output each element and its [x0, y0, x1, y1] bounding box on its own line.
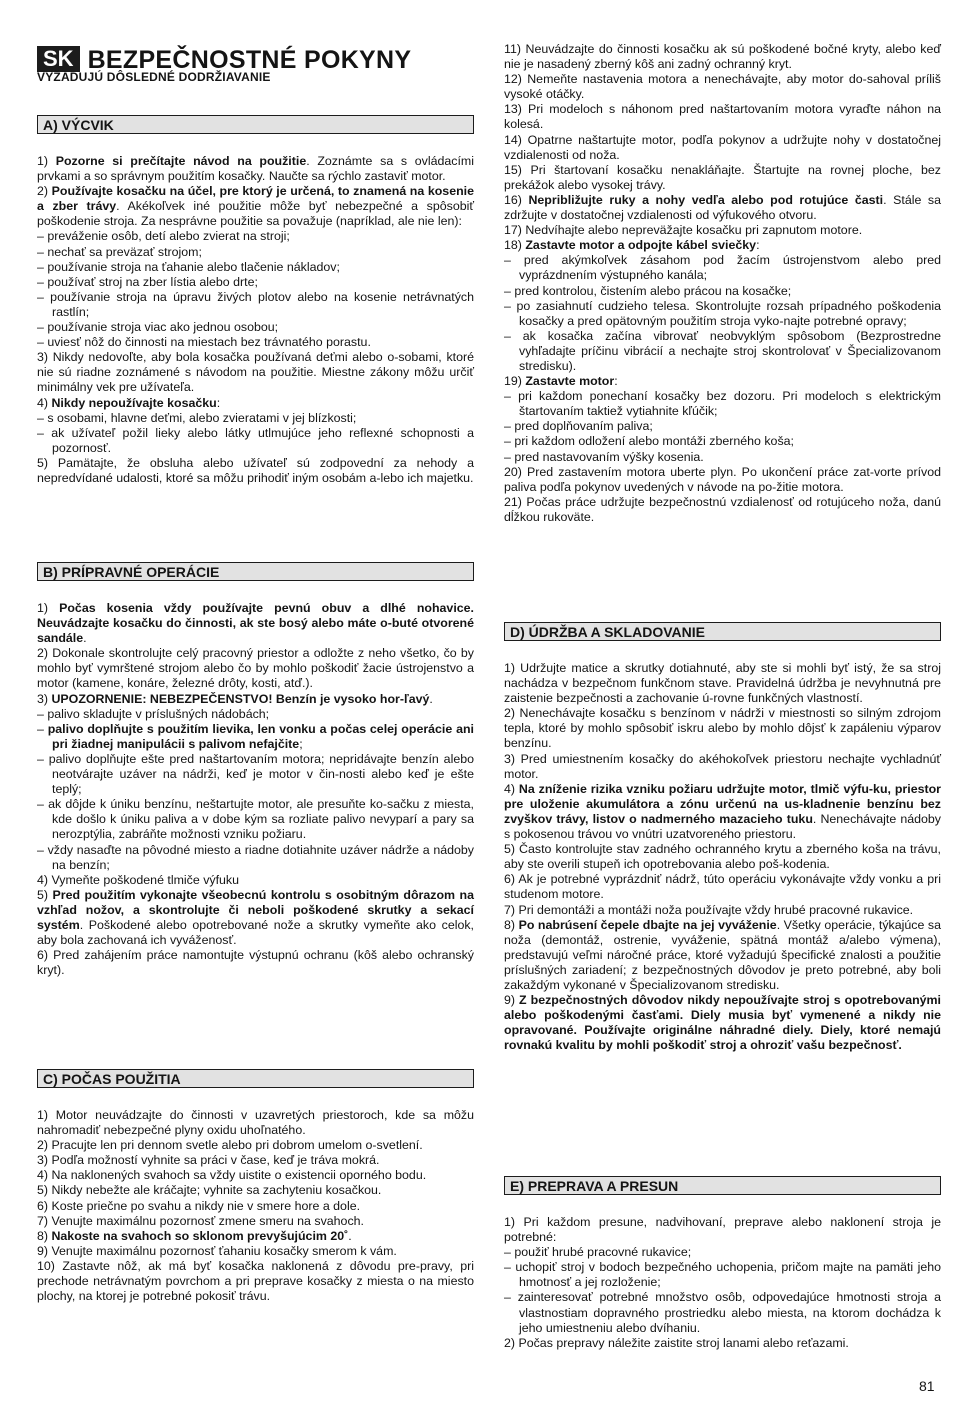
bullet-item: – palivo skladujte v príslušných nádobách; [37, 706, 270, 721]
paragraph: 6) Pred zahájením práce namontujte výstupnú ochranu (kôš alebo ochranský kryt). [37, 948, 474, 978]
text-span: . Akékoľvek iné použitie môže byť nebezpečné a spôsobiť poškodenie stroja. Za nesprávne použitie sa považuje (napríklad, ale nie len): [37, 199, 475, 229]
paragraph [504, 374, 941, 389]
paragraph [504, 782, 941, 842]
bullet-item: – pri každom ponechaní kosačky bez dozoru. Pri modeloch s elektrickým štartovaním taktiež vytiahnite kľúčik; [504, 389, 941, 419]
text-span: . Všetky operácie, týkajúce sa noža (demontáž, ostrenie, vyváženie, spätná montáž a/alebo výmena), predstavujú veľmi náročné práce, ktoré vyžadujú špecifické znalosti a použitie príslušných zariadení; z bezpečnostných dôvodov je preto potrebné, aby boli zakaždým vykonané v Špecializovanom stredisku. [504, 917, 941, 992]
text-span: 9) [504, 993, 520, 1008]
text-span: 1) [37, 154, 56, 168]
paragraph: 2) Dokonale skontrolujte celý pracovný priestor a odložte z neho všetko, čo by mohlo byť vymrštené strojom alebo čo by mohlo poškodiť žacie ústrojenstvo a motor (kamene, konáre, železné drôty, kosti, atď.). [37, 646, 474, 691]
paragraph: 21) Počas práce udržujte bezpečnostnú vzdialenosť od rotujúceho noža, danú dĺžkou rukoväte. [504, 494, 941, 524]
paragraph: 5) Nikdy nebežte ale kráčajte; vyhnite sa zachyteniu kosačkou. [37, 1183, 382, 1198]
bold-text: Na zníženie rizika vzniku požiaru udržujte motor, tlmič výfu-ku, priestor pre uloženie akumulátora a zónu určenú na us-kladnenie benzínu bez zvyškov trávy, listov o nadmerného mazacieho tuku [504, 781, 941, 826]
page-header [37, 46, 474, 84]
bullet-item: – pred akýmkoľvek zásahom pod žacím ústrojenstvom alebo pred vyprázdnením výstupného kanála; [504, 253, 941, 283]
paragraph [504, 993, 941, 1053]
section-a [37, 115, 474, 486]
bullet-item: – používať stroj na zber lístia alebo drte; [37, 274, 258, 289]
paragraph [37, 154, 474, 184]
text-span: 8) [504, 917, 519, 932]
paragraph: 2) Počas prepravy náležite zaistite stroj lanami alebo reťazami. [504, 1335, 849, 1350]
bold-text: Zastavte motor a odpojte kábel sviečky [525, 238, 757, 253]
text-span: 8) [37, 1228, 52, 1243]
bold-text: Počas kosenia vždy používajte pevnú obuv a dlhé nohavice. Neuvádzajte kosačku do činnosti, ak ste bosý alebo máte o-buté otvorené sandále [37, 601, 474, 646]
paragraph [504, 918, 941, 993]
bullet-item: – ak užívateľ požil lieky alebo látky utlmujúce jeho reflexné schopnosti a pozornosť. [37, 425, 474, 455]
bullet-item: – ak kosačka začína vibrovať neobvyklým spôsobom (Bezprostredne vyhľadajte príčinu vibrácií a nechajte stroj skontrolovať v Špecializovanom stredisku). [504, 328, 941, 373]
section-heading: E) PREPRAVA A PRESUN [504, 1176, 941, 1195]
section-c [37, 1069, 474, 1304]
section-body [504, 1215, 941, 1351]
section-e [504, 1176, 941, 1351]
section-heading: A) VÝCVIK [37, 115, 474, 134]
text-span: 1) [37, 601, 60, 615]
paragraph: 20) Pred zastavením motora uberte plyn. Po ukončení práce zat-vorte prívod paliva podľa pokynov uvedených v návode na po-žitie motora. [504, 464, 941, 494]
bullet-item: – preváženie osôb, detí alebo zvierat na stroji; [37, 229, 290, 244]
text-span: 18) [504, 238, 526, 253]
text-span: . [348, 1228, 352, 1243]
bullet-item: – pred nastavovaním výšky kosenia. [504, 449, 704, 464]
paragraph: 15) Pri štartovaní kosačku nenakláňajte. Štartujte na rovnej ploche, bez prekážok alebo vysokej trávy. [504, 162, 941, 192]
bullet-item: – vždy nasaďte na pôvodné miesto a riadne dotiahnite uzáver nádrže a nádoby na benzín; [37, 842, 474, 872]
text-span: – [37, 721, 48, 736]
bullet-item: – nechať sa preväzať strojom; [37, 244, 202, 259]
text-span: 16) [504, 192, 529, 207]
paragraph: 6) Koste priečne po svahu a nikdy nie v smere hore a dole. [37, 1198, 361, 1213]
paragraph: 12) Nemeňte nastavenia motora a nenechávajte, aby motor do-sahoval príliš vysoké otáčky. [504, 72, 941, 102]
language-badge: SK [37, 46, 80, 72]
bold-text: palivo doplňujte s použitím lievika, len vonku a počas celej operácie ani pri žiadnej manipulácii s palivom nefajčite [47, 721, 474, 751]
bold-text: Nepribližujte ruky a nohy vedľa alebo pod rotujúce časti [528, 192, 884, 207]
bullet-item: – po zasiahnutí cudzieho telesa. Skontrolujte rozsah prípadného poškodenia kosačky a pred opätovným použitím stroja vyko-najte potrebné opravy; [504, 298, 941, 328]
paragraph: 7) Pri demontáži a montáži noža používajte vždy hrubé pracovné rukavice. [504, 902, 914, 917]
text-span: . Poškodené alebo opotrebované nože a skrutky vymeňte ako celok, aby bola zachovaná ich vyváženosť. [37, 917, 474, 948]
bullet-item: – používanie stroja viac ako jednou osobou; [37, 320, 279, 335]
bullet-item: – ak dôjde k úniku benzínu, neštartujte motor, ale presuňte ko-sačku z miesta, kde došlo k úniku paliva a v dobe kým sa rozliate palivo nevyparí a pary sa nerozptýlia, zabráňte možnosti vzniku požiaru. [37, 797, 474, 842]
section-heading: B) PRÍPRAVNÉ OPERÁCIE [37, 562, 474, 581]
paragraph [37, 1229, 474, 1244]
text-span: . [429, 691, 433, 706]
bullet-item: – použiť hrubé pracovné rukavice; [504, 1245, 692, 1260]
bold-text: Používajte kosačku na účel, pre ktorý je určená, to znamená na kosenie a zber trávy [37, 184, 474, 214]
bullet-item: – používanie stroja na úpravu živých plotov alebo na kosenie netrávnatých rastlín; [37, 289, 474, 319]
page-number: 81 [919, 1378, 935, 1394]
bullet-item: – používanie stroja na ťahanie alebo tlačenie nákladov; [37, 259, 340, 274]
paragraph: 13) Pri modeloch s náhonom pred naštartovaním motora vyraďte náhon na kolesá. [504, 102, 941, 132]
bullet-item: – uchopiť stroj v bodoch bezpečného uchopenia, pričom majte na pamäti jeho hmotnosť a jej rozloženie; [504, 1260, 941, 1290]
page-title: BEZPEČNOSTNÉ POKYNY [87, 46, 412, 74]
text-span: . Stále sa zdržujte v dostatočnej vzdialenosti od výfukového otvoru. [504, 192, 942, 223]
paragraph: 1) Pri každom presune, nadvihovaní, preprave alebo naklonení stroja je potrebné: [504, 1215, 941, 1245]
paragraph: 7) Venujte maximálnu pozornosť zmene smeru na svahoch. [37, 1213, 364, 1228]
section-body [37, 601, 474, 978]
paragraph: 3) Podľa možností vyhnite sa práci v čase, keď je tráva mokrá. [37, 1153, 380, 1168]
bold-text: Po nabrúsení čepele dbajte na jej vyváženie [518, 917, 777, 932]
paragraph: 5) Pamätajte, že obsluha alebo užívateľ sú zodpovední za nehody a nepredvídané udalosti, ktoré sa môžu prihodiť iným osobám a-lebo ich majetku. [37, 455, 474, 485]
paragraph [37, 692, 474, 707]
paragraph: 6) Ak je potrebné vyprázdniť nádrž, túto operáciu vykonávajte vždy vonku a pri studenom motore. [504, 872, 941, 902]
paragraph: 10) Zastavte nôž, ak má byť kosačka naklonená z dôvodu pre-pravy, pri prechode netrávnatým povrchom a pri preprave kosačky z miesta o na miesto plochy, na ktorej je potrebné pokosiť trávu. [37, 1258, 474, 1304]
bold-text: Zastavte motor [525, 374, 615, 389]
text-span: : [756, 238, 760, 253]
text-span: 4) [37, 395, 52, 410]
text-span: 5) [37, 887, 53, 902]
bullet-item: – pri každom odložení alebo montáži zberného koša; [504, 434, 794, 449]
section-heading: D) ÚDRŽBA A SKLADOVANIE [504, 622, 941, 641]
paragraph: 9) Venujte maximálnu pozornosť ťahaniu kosačky smerom k vám. [37, 1243, 397, 1258]
paragraph: 4) Na naklonených svahoch sa vždy uistite o existencii oporného bodu. [37, 1168, 427, 1183]
paragraph [37, 396, 474, 411]
text-span: . Zoznámte sa s ovládacími prvkami a so správnym použitím kosačky. Naučte sa rýchlo zastaviť motor. [37, 154, 475, 184]
bold-text: Nikdy nepoužívajte kosačku [51, 395, 217, 410]
paragraph: 1) Udržujte matice a skrutky dotiahnuté, aby ste si mohli byť istý, že sa stroj nachádza v bezpečnom funkčnom stave. Pravidelná údržba je nevyhnutná pre zaistenie bezpečnosti a zachovanie ú-rovne funkčných vlastností. [504, 661, 941, 706]
paragraph [37, 601, 474, 646]
paragraph: 4) Vymeňte poškodené tlmiče výfuku [37, 872, 240, 887]
bold-text: UPOZORNENIE: NEBEZPEČENSTVO! Benzín je vysoko hor-ľavý [51, 691, 430, 706]
bold-text: Nakoste na svahoch so sklonom prevyšujúcim 20˚ [51, 1228, 349, 1243]
bullet-item: – pred doplňovaním paliva; [504, 419, 653, 434]
text-span: 19) [504, 374, 526, 389]
page-subtitle: VYŽADUJÚ DÔSLEDNÉ DODRŽIAVANIE [37, 70, 271, 84]
section-body [37, 154, 474, 486]
paragraph: 2) Nenechávajte kosačku s benzínom v nádrži v miestnosti so silným zdrojom tepla, ktoré by mohlo spôsobiť iskru alebo by mohlo dôjsť k zapáleniu výparov benzínu. [504, 706, 941, 751]
paragraph [504, 238, 941, 253]
text-span: 3) [37, 691, 52, 706]
paragraph: 17) Nedvíhajte alebo nepreväžajte kosačku pri zapnutom motore. [504, 223, 863, 238]
bullet-item: – s osobami, hlavne deťmi, alebo zvieratami v jej blízkosti; [37, 410, 357, 425]
paragraph [37, 888, 474, 948]
bullet-item: – uviesť nôž do činnosti na miestach bez trávnatého porastu. [37, 335, 371, 350]
text-span: 4) [504, 781, 519, 796]
section-c-continued [504, 42, 941, 525]
bullet-item: – palivo doplňujte ešte pred naštartovaním motora; nepridávajte benzín alebo neotvárajte uzáver na nádrži, keď je motor v čin-nosti alebo keď je ešte teplý; [37, 751, 474, 797]
text-span: . [83, 631, 87, 646]
text-span: ; [299, 736, 303, 751]
section-body [504, 42, 941, 525]
paragraph: 11) Neuvádzajte do činnosti kosačku ak sú poškodené bočné kryty, alebo keď nie je nasadený zberný kôš ani zadný ochranný kryt. [504, 42, 941, 72]
paragraph: 1) Motor neuvádzajte do činnosti v uzavretých priestoroch, kde sa môžu nahromadiť nebezpečné plyny oxidu uhoľnatého. [37, 1108, 474, 1138]
text-span: 2) [37, 184, 52, 199]
section-d [504, 622, 941, 1053]
text-span: : [216, 395, 221, 410]
paragraph [504, 193, 941, 223]
bullet-item [37, 722, 474, 752]
section-heading: C) POČAS POUŽITIA [37, 1069, 474, 1088]
paragraph: 3) Nikdy nedovoľte, aby bola kosačka používaná deťmi alebo o-sobami, ktoré nie sú riadne zoznámené s návodom na použitie. Miestne zákony môžu určiť minimálny vek pre užívateľa. [37, 350, 474, 395]
bullet-item: – pred kontrolou, čistením alebo prácou na kosačke; [504, 283, 792, 298]
paragraph [37, 184, 474, 229]
text-span: . Nenechávajte nádoby s pokosenou trávou vo vnútri uzatvoreného priestoru. [504, 811, 941, 842]
paragraph: 3) Pred umiestnením kosačky do akéhokoľvek priestoru nechajte vychladnúť motor. [504, 751, 941, 781]
bold-text: Pozorne si prečítajte návod na použitie [55, 154, 307, 168]
paragraph: 14) Opatrne naštartujte motor, podľa pokynov a udržujte nohy v dostatočnej vzdialenosti od noža. [504, 132, 941, 162]
bullet-item: – zainteresovať potrebné množstvo osôb, odpovedajúce hmotnosti stroja a vlastnostiam dopravného prostriedku alebo miesta, na ktorom dochádza k jeho umiestneniu alebo dvíhaniu. [504, 1290, 941, 1335]
section-body [37, 1108, 474, 1304]
section-body [504, 661, 941, 1053]
section-b [37, 562, 474, 978]
paragraph: 2) Pracujte len pri dennom svetle alebo pri dobrom umelom o-svetlení. [37, 1138, 423, 1153]
text-span: : [614, 374, 618, 389]
paragraph: 5) Často kontrolujte stav zadného ochranného krytu a zberného koša na trávu, aby ste overili stupeň ich opotrebovania alebo poš-kodenia. [504, 842, 941, 872]
bold-text: Z bezpečnostných dôvodov nikdy nepoužívajte stroj s opotrebovanými alebo poškodenými časťami. Diely musia byť vymenené a nikdy nie opravované. Používajte originálne náhradné diely. Diely, ktoré nemajú rovnakú kvalitu by mohli poškodiť stroj a ohroziť vašu bezpečnosť. [504, 993, 941, 1053]
bold-text: Pred použitím vykonajte všeobecnú kontrolu s osobitným dôrazom na vzhľad nožov, a skontrolujte či neboli poškodené skrutky a sekací systém [37, 887, 474, 932]
